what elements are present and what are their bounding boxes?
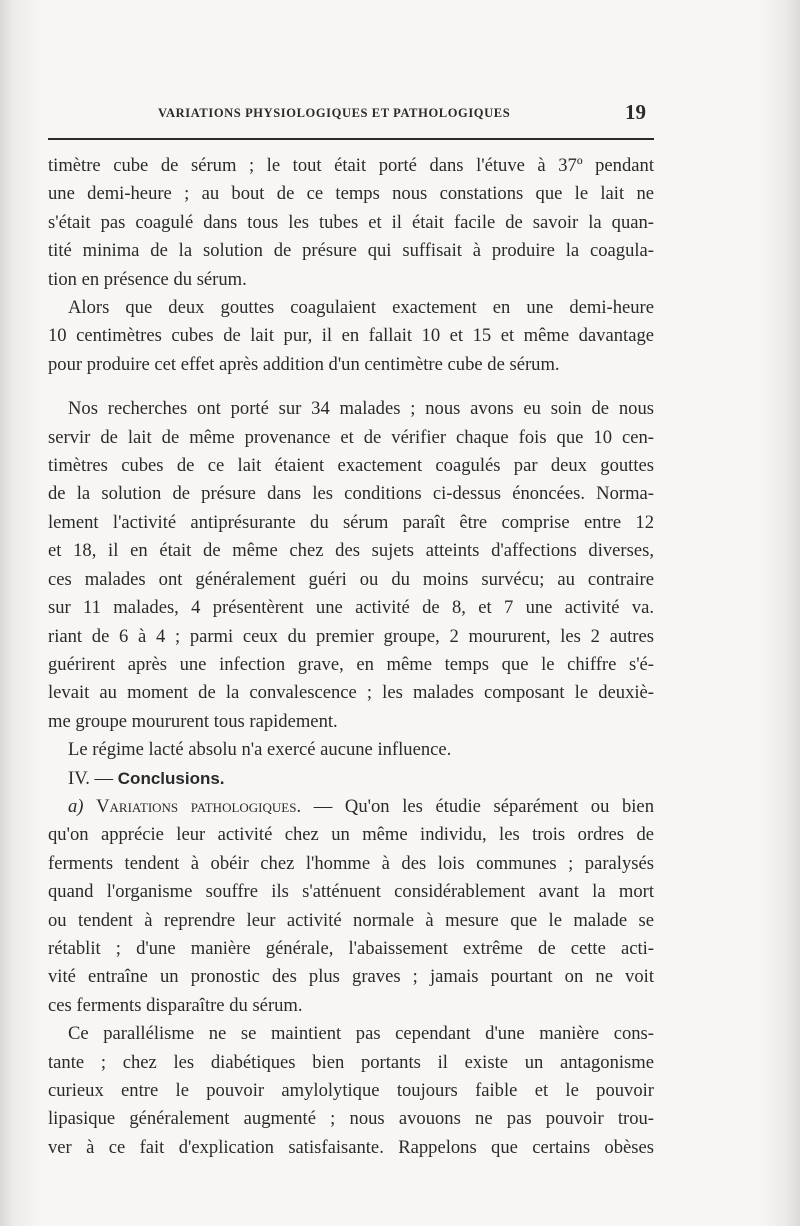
text-line: rétablit ; d'une manière générale, l'abaissement extrême de cette acti- <box>48 937 654 959</box>
text-line: tité minima de la solution de présure qui suffisait à produire la coagula- <box>48 240 654 262</box>
text-line: de la solution de présure dans les conditions ci-dessus énoncées. Norma- <box>48 483 654 505</box>
text-line: s'était pas coagulé dans tous les tubes et il était facile de savoir la quan- <box>48 211 654 233</box>
section-number: IV. — <box>68 767 114 789</box>
text-line: lipasique généralement augmenté ; nous avouons ne pas pouvoir trou- <box>48 1108 654 1130</box>
body-text <box>48 152 654 1162</box>
page-number: 19 <box>625 100 646 124</box>
paragraph-2 <box>48 294 654 379</box>
paragraph-6 <box>48 1020 654 1162</box>
text-line: qu'on apprécie leur activité chez un même individu, les trois ordres de <box>48 824 654 846</box>
text-line: sur 11 malades, 4 présentèrent une activité de 8, et 7 une activité va. <box>48 597 654 619</box>
text-line: ces ferments disparaître du sérum. <box>48 994 303 1016</box>
text-line: ces malades ont généralement guéri ou du moins survécu; au contraire <box>48 568 654 590</box>
subsection-letter: a) <box>68 795 84 817</box>
text-line: guérirent après une infection grave, en même temps que le chiffre s'é- <box>48 653 654 675</box>
text-line: curieux entre le pouvoir amylolytique toujours faible et le pouvoir <box>48 1080 654 1101</box>
text-line: 10 centimètres cubes de lait pur, il en fallait 10 et 15 et même davantage <box>48 325 654 347</box>
text-line: et 18, il en était de même chez des sujets atteints d'affections diverses, <box>48 540 654 562</box>
text-line: levait au moment de la convalescence ; les malades composant le deuxiè- <box>48 682 654 704</box>
text-line: lement l'activité antiprésurante du sérum paraît être comprise entre 12 <box>48 511 654 533</box>
text-line: vité entraîne un pronostic des plus graves ; jamais pourtant on ne voit <box>48 966 654 988</box>
text-line: me groupe moururent tous rapidement. <box>48 710 338 732</box>
page-header <box>48 100 654 140</box>
text-line: timètre cube de sérum ; le tout était porté dans l'étuve à 37º pendant <box>48 155 654 176</box>
paragraph-1 <box>48 152 654 294</box>
section-heading <box>48 765 654 793</box>
paragraph-5 <box>48 793 654 1020</box>
text-line: une demi-heure ; au bout de ce temps nous constations que le lait ne <box>48 183 654 205</box>
paragraph-4 <box>48 736 654 764</box>
text-line: quand l'organisme souffre ils s'atténuent considérablement avant la mort <box>48 881 654 903</box>
header-rule <box>48 138 654 140</box>
text-line: Ce parallélisme ne se maintient pas cependant d'une manière cons- <box>68 1023 654 1045</box>
text-line: servir de lait de même provenance et de vérifier chaque fois que 10 cen- <box>48 426 654 448</box>
text-line: Nos recherches ont porté sur 34 malades ; nous avons eu soin de nous <box>68 398 654 420</box>
text-fragment: — Qu'on les étudie séparément ou bien <box>301 795 654 817</box>
text-line <box>48 793 654 821</box>
section-title: Conclusions. <box>117 768 225 788</box>
section-head-line <box>48 765 654 793</box>
text-line: riant de 6 à 4 ; parmi ceux du premier groupe, 2 moururent, les 2 autres <box>48 625 654 647</box>
text-line: timètres cubes de ce lait étaient exactement coagulés par deux gouttes <box>48 455 654 477</box>
text-line: Le régime lacté absolu n'a exercé aucune influence. <box>68 739 452 761</box>
text-line: pour produire cet effet après addition d'un centimètre cube de sérum. <box>48 353 560 375</box>
text-line: ou tendent à reprendre leur activité normale à mesure que le malade se <box>48 909 654 931</box>
paragraph-3 <box>48 395 654 736</box>
text-line: Alors que deux gouttes coagulaient exactement en une demi-heure <box>68 297 654 319</box>
subsection-heading: Variations pathologiques. <box>96 795 302 817</box>
text-line: tion en présence du sérum. <box>48 268 247 290</box>
text-line: ferments tendent à obéir chez l'homme à des lois communes ; paralysés <box>48 852 654 874</box>
text-line: tante ; chez les diabétiques bien portants il existe un antagonisme <box>48 1051 654 1073</box>
running-title: VARIATIONS PHYSIOLOGIQUES ET PATHOLOGIQUES <box>158 106 511 120</box>
text-line: ver à ce fait d'explication satisfaisante. Rappelons que certains obèses <box>48 1136 654 1158</box>
